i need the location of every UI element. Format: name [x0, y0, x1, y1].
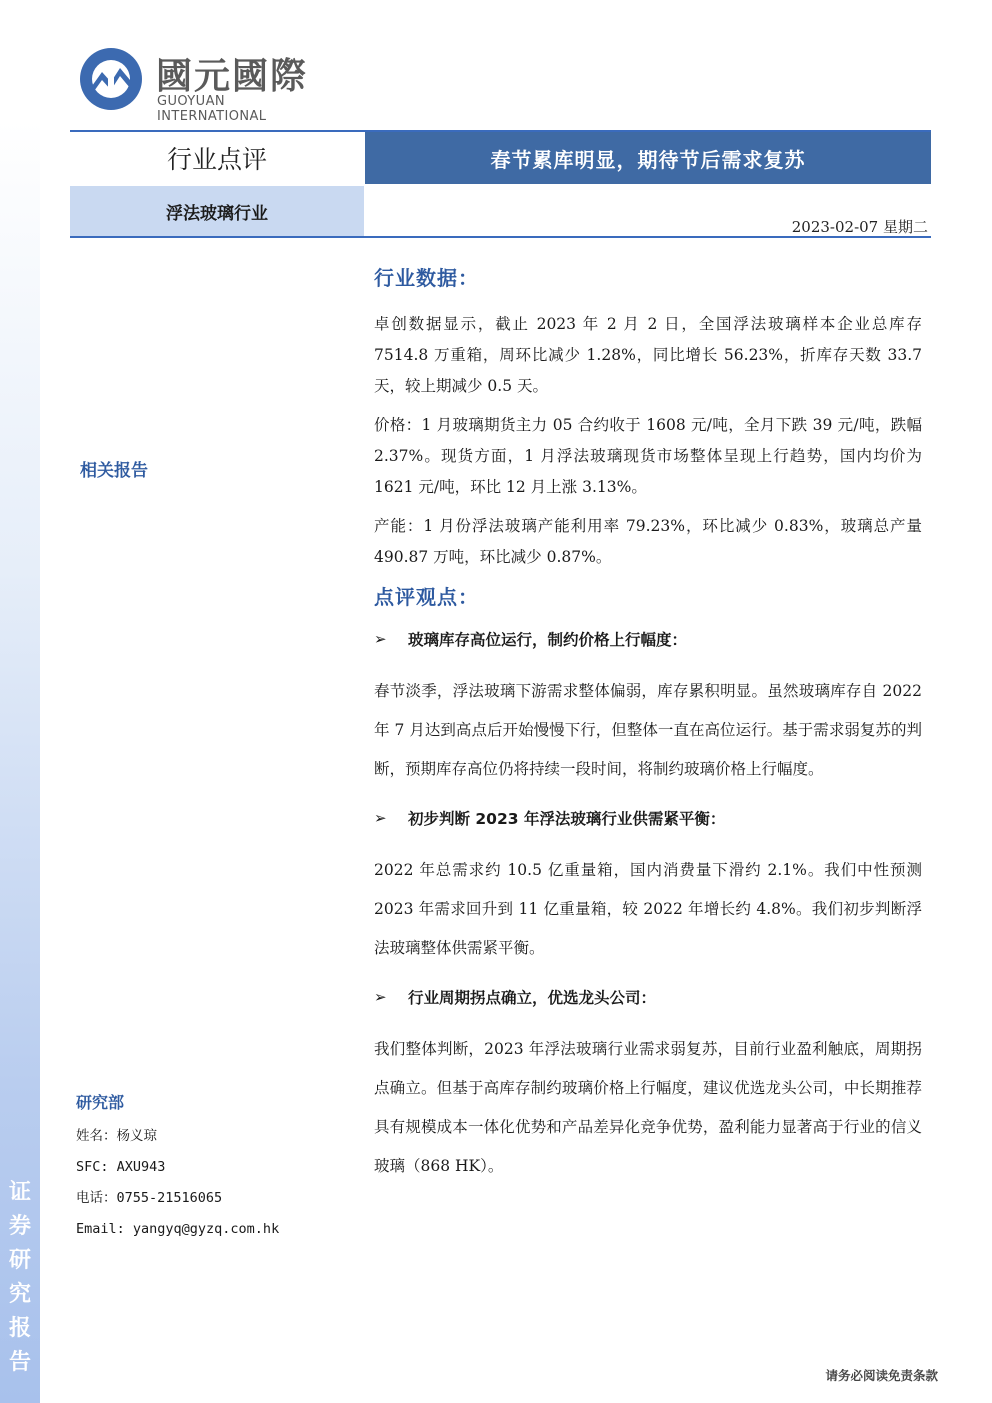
report-title: 春节累库明显，期待节后需求复苏	[365, 132, 931, 184]
company-logo	[78, 46, 338, 124]
paragraph-inventory: 卓创数据显示，截止 2023 年 2 月 2 日，全国浮法玻璃样本企业总库存 7514.8 万重箱，周环比减少 1.28%，同比增长 56.23%，折库存天数 33.7 天，较上期减少 0.5 天。	[374, 315, 922, 395]
paragraph-price: 价格：1 月玻璃期货主力 05 合约收于 1608 元/吨，全月下跌 39 元/吨，跌幅 2.37%。现货方面，1 月浮法玻璃现货市场整体呈现上行趋势，国内均价为 1621 元/吨，环比 12 月上涨 3.13%。	[374, 416, 922, 496]
related-reports-heading: 相关报告	[80, 461, 148, 481]
bullet-heading-text: 初步判断 2023 年浮法玻璃行业供需紧平衡：	[408, 810, 726, 828]
side-strip	[0, 120, 40, 1403]
report-date: 2023-02-07 星期二	[791, 218, 928, 236]
logo-name-cn: 國元國際	[156, 56, 309, 97]
report-type: 行业点评	[70, 132, 364, 184]
vertical-label: 证券研究报告	[8, 1180, 31, 1375]
bullet-heading-text: 行业周期拐点确立，优选龙头公司：	[408, 989, 657, 1007]
logo-name-en: GUOYUAN INTERNATIONAL	[157, 94, 267, 124]
bullet-heading	[374, 807, 922, 829]
bullet-heading-text: 玻璃库存高位运行，制约价格上行幅度：	[408, 631, 688, 649]
footer-disclaimer[interactable]: 请务必阅读免责条款	[825, 1368, 938, 1383]
paragraph-point-2: 2022 年总需求约 10.5 亿重量箱，国内消费量下滑约 2.1%。我们中性预测 2023 年需求回升到 11 亿重量箱，较 2022 年增长约 4.8%。我们初步判断浮法玻璃整体供需紧平衡。	[374, 861, 922, 957]
arrow-bullet-icon: ➢	[374, 630, 387, 648]
department: 研究部	[76, 1093, 125, 1112]
arrow-bullet-icon: ➢	[374, 988, 387, 1006]
logo-mark-icon	[78, 46, 144, 112]
analyst-name: 姓名：杨义琼	[76, 1128, 157, 1144]
analyst-contact	[76, 1090, 356, 1245]
header-bottom-rule	[70, 236, 931, 238]
bullet-heading	[374, 628, 922, 650]
main-content	[374, 262, 922, 1204]
section-title-comments: 点评观点：	[374, 585, 479, 609]
paragraph-point-1: 春节淡季，浮法玻璃下游需求整体偏弱，库存累积明显。虽然玻璃库存自 2022 年 7 月达到高点后开始慢慢下行，但整体一直在高位运行。基于需求弱复苏的判断，预期库存高位仍将持续一段时间，将制约玻璃价格上行幅度。	[374, 682, 922, 778]
paragraph-point-3: 我们整体判断，2023 年浮法玻璃行业需求弱复苏，目前行业盈利触底，周期拐点确立。但基于高库存制约玻璃价格上行幅度，建议优选龙头公司，中长期推荐具有规模成本一体化优势和产品差异化竞争优势，盈利能力显著高于行业的信义玻璃（868 HK）。	[374, 1040, 922, 1175]
analyst-phone: 电话：0755-21516065	[76, 1190, 223, 1206]
arrow-bullet-icon: ➢	[374, 809, 387, 827]
section-title-industry-data: 行业数据：	[374, 266, 479, 290]
industry-label: 浮法玻璃行业	[70, 186, 364, 236]
paragraph-capacity: 产能：1 月份浮法玻璃产能利用率 79.23%，环比减少 0.83%，玻璃总产量 490.87 万吨，环比减少 0.87%。	[374, 517, 922, 566]
bullet-heading	[374, 986, 922, 1008]
analyst-sfc: SFC: AXU943	[76, 1159, 166, 1175]
analyst-email[interactable]: Email: yangyq@gyzq.com.hk	[76, 1221, 280, 1237]
